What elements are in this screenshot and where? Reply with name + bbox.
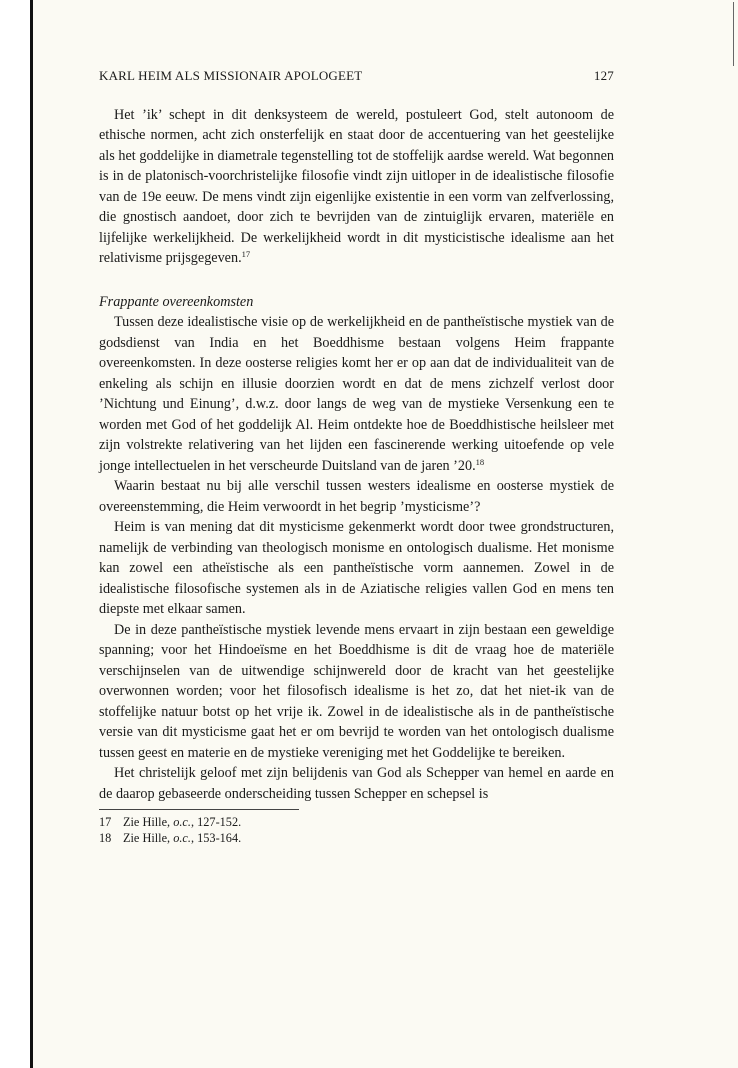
paragraph-4: Heim is van mening dat dit mysticisme gekenmerkt wordt door twee grondstructuren, namelijk de verbinding van theologisch monisme en ontologisch dualisme. Het monisme kan zowel een atheïstische als een pantheïstische vorm aannemen. Zowel in de idealistische filosofische systemen als in de Aziatische religies vallen God en mens ten diepste met elkaar samen. xyxy=(99,519,614,617)
page-right-edge-mark xyxy=(733,2,734,66)
paragraph-2 xyxy=(99,312,614,476)
footnote-ref-17[interactable]: 17 xyxy=(241,249,251,259)
page-binding-edge xyxy=(30,0,33,1068)
footnote-text xyxy=(123,830,241,846)
page-content xyxy=(99,66,614,846)
footnote-abbreviation: o.c. xyxy=(173,815,191,829)
footnote-pages: , 127-152. xyxy=(190,815,242,829)
paragraph-1-text: Het ’ik’ schept in dit denksysteem de wereld, postuleert God, stelt autonoom de ethische normen, acht zich onsterfelijk en staat door de accentuering van het geestelijke als het goddelijke in diametrale tegenstelling tot de stoffelijk aardse wereld. Wat begonnen is in de platonisch-voorchristelijke filosofie vindt zijn uitloper in de idealistische filosofie van de 19e eeuw. De mens vindt zijn eigenlijke existentie in een vorm van zelfverlossing, die gnostisch aandoet, door zich te bevrijden van de zintuiglijk ervaren, materiële en lijfelijke werkelijkheid. De werkelijkheid wordt in dit mysticistische idealisme aan het relativisme prijsgegeven. xyxy=(99,106,614,266)
page-number: 127 xyxy=(593,68,614,83)
footnote-prefix: Zie Hille, xyxy=(123,815,174,829)
paragraph-3: Waarin bestaat nu bij alle verschil tussen westers idealisme en oosterse mystiek de overeenstemming, die Heim verwoordt in het begrip ’mysticisme’? xyxy=(99,478,614,515)
running-title: KARL HEIM ALS MISSIONAIR APOLOGEET xyxy=(99,68,363,83)
paragraph-5: De in deze pantheïstische mystiek levende mens ervaart in zijn bestaan een geweldige spanning; voor het Hindoeïsme en het Boeddhisme is dit de vraag hoe de materiële verschijnselen van de uitwendige schijnwereld door de kracht van het geestelijke overwonnen worden; voor het filosofisch idealisme is het zo, dat het niet-ik van de stoffelijke natuur botst op het vrije ik. Zowel in de idealistische als in de pantheïstische versie van dit mysticisme gaat het er om bevrijd te worden van het ontologisch dualisme tussen geest en materie en de mystieke vereniging met het Goddelijke te bereiken. xyxy=(99,621,614,761)
footnote-text xyxy=(123,814,241,830)
footnote-prefix: Zie Hille, xyxy=(123,831,174,845)
section-heading: Frappante overeenkomsten xyxy=(99,293,254,310)
footnote-17 xyxy=(99,814,614,830)
footnote-number: 17 xyxy=(99,815,112,829)
footnote-ref-18[interactable]: 18 xyxy=(475,456,485,467)
footnote-abbreviation: o.c. xyxy=(173,831,191,845)
footnote-number: 18 xyxy=(99,831,112,845)
footnote-divider xyxy=(99,809,299,810)
footnote-pages: , 153-164. xyxy=(190,831,242,845)
footnote-18 xyxy=(99,830,614,846)
paragraph-1 xyxy=(99,105,614,269)
paragraph-6: Het christelijk geloof met zijn belijdenis van God als Schepper van hemel en aarde en de daarop gebaseerde onderscheiding tussen Schepper en schepsel is xyxy=(99,765,614,802)
paragraph-2-text: Tussen deze idealistische visie op de werkelijkheid en de pantheïstische mystiek van de godsdienst van India en het Boeddhisme bestaan volgens Heim frappante overeenkomsten. In deze oosterse religies komt her er op aan dat de individualiteit van de enkeling als schijn en illusie doorzien wordt en dat de mens zichzelf verlost door ’Nichtung und Einung’, d.w.z. door langs de weg van de mystieke Versenkung een te worden met God of het goddelijk Al. Heim ontdekte hoe de Boeddhistische heilsleer met zijn volstrekte relativering van het lijden een fascinerende werking uitoefende op vele jonge intellectuelen in het verscheurde Duitsland van de jaren ’20. xyxy=(99,314,614,474)
running-head xyxy=(99,66,614,87)
